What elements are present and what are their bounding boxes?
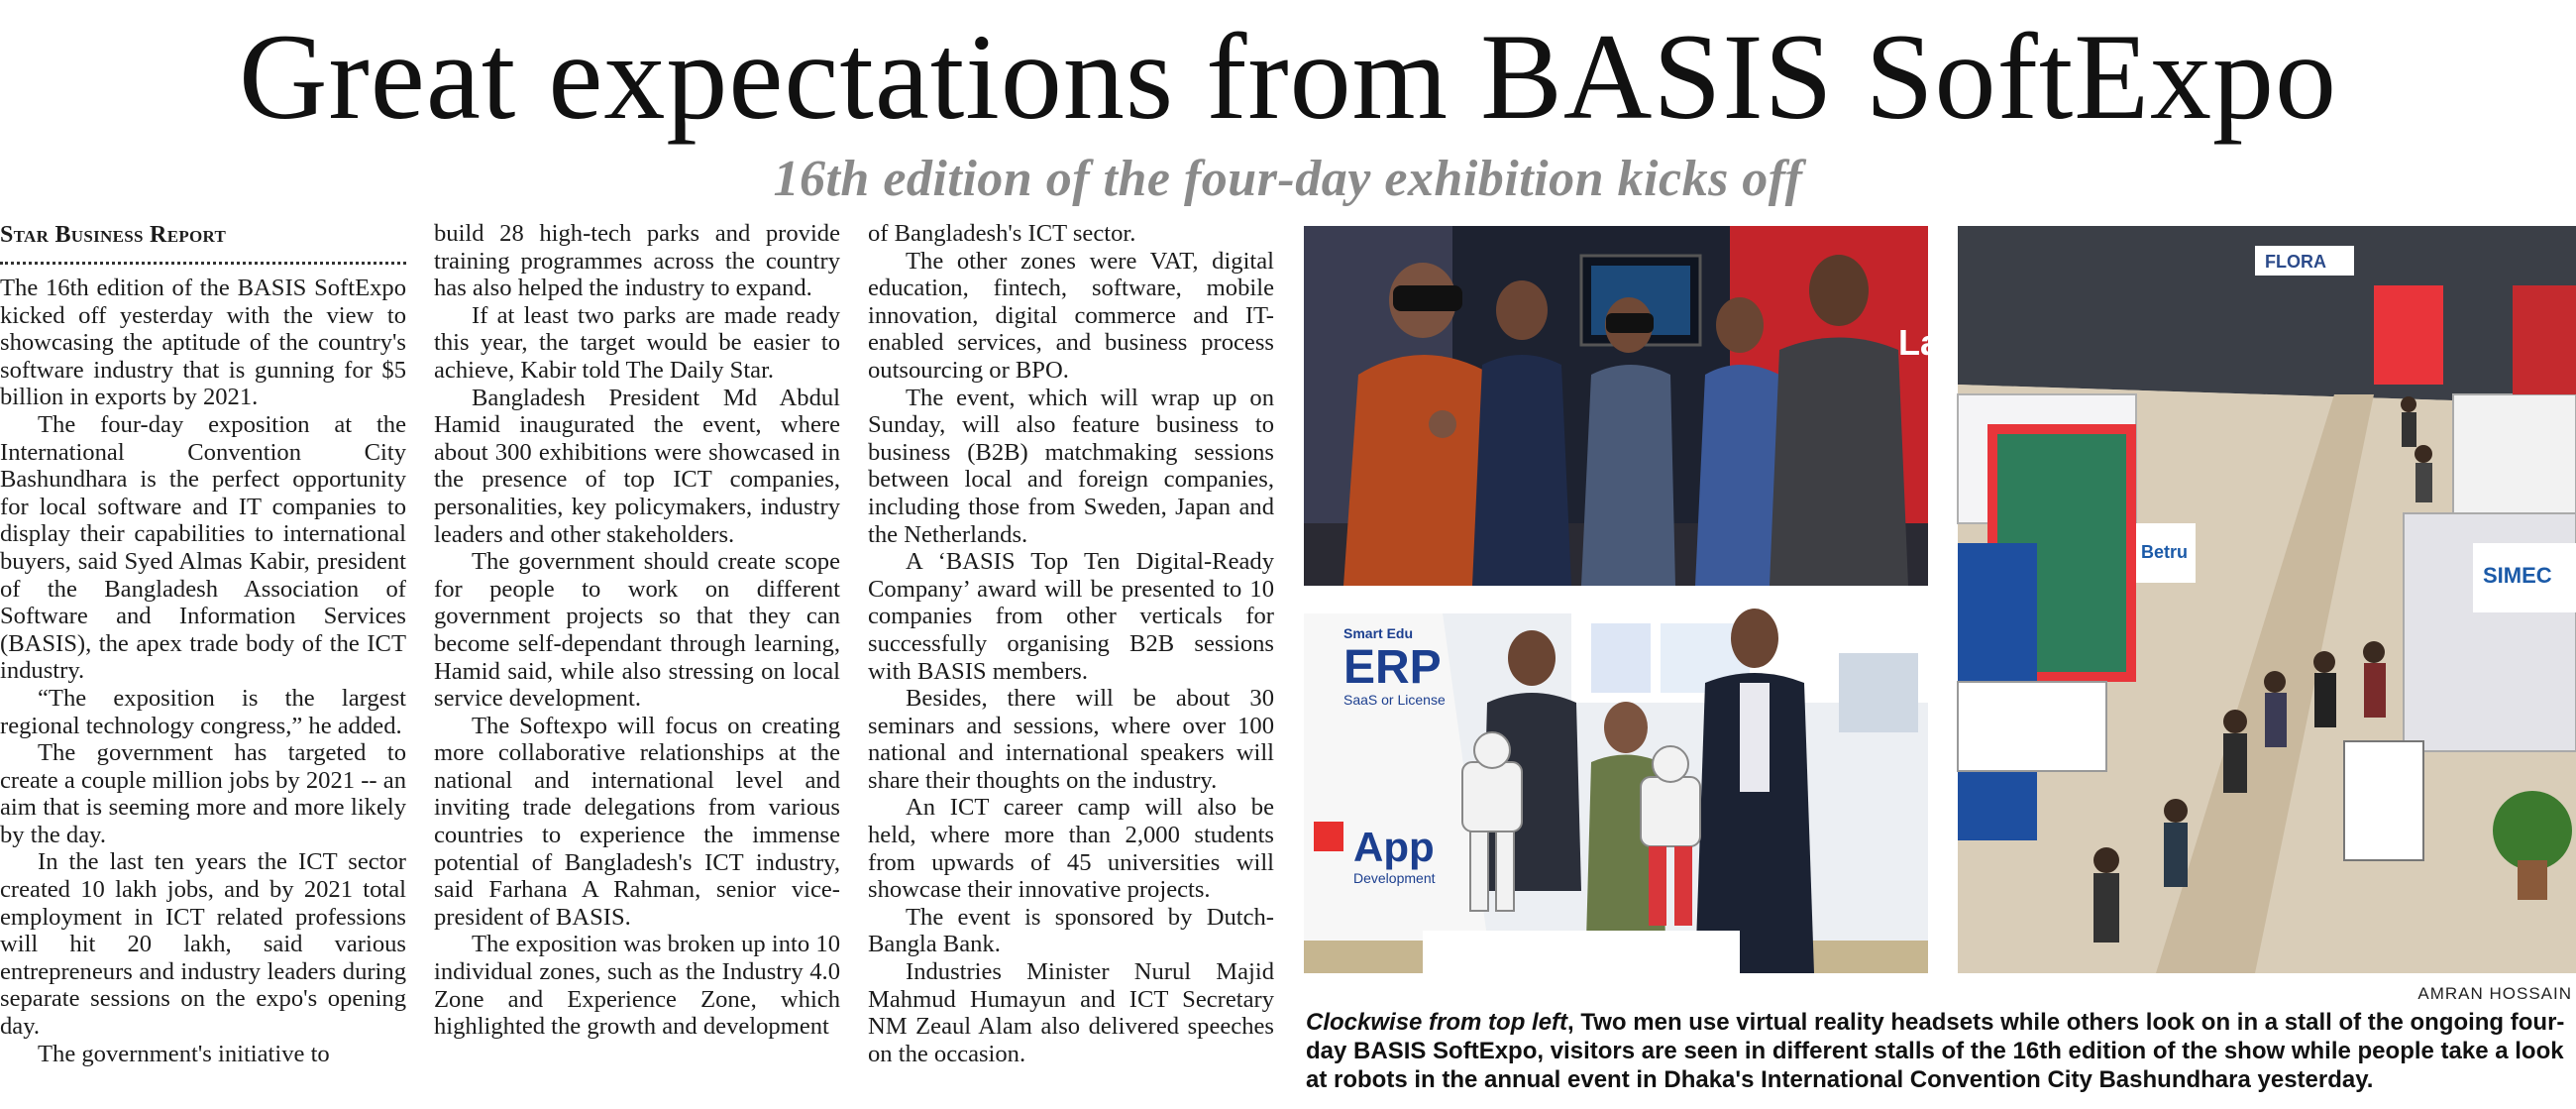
paragraph: The government should create scope for people to work on different government projects so that they can become self-dependant through learning, Hamid said, while also stressing on local service development. [434,548,840,713]
byline: Star Business Report [0,222,227,248]
paragraph: In the last ten years the ICT sector created 10 lakh jobs, and by 2021 total employment in ICT related professions will hit 20 lakh, said various entrepreneurs and industry leaders during separate sessions on the expo's opening day. [0,848,406,1041]
subheadline: 16th edition of the four-day exhibition kicks off [773,151,1803,207]
caption-lead: Clockwise from top left [1306,1009,1568,1036]
article-column-3 [868,220,1274,1067]
paragraph: The 16th edition of the BASIS SoftExpo kicked off yesterday with the view to showcasing the aptitude of the country's software industry that is gunning for $5 billion in exports by 2021. [0,275,406,411]
paragraph: Industries Minister Nurul Majid Mahmud Humayun and ICT Secretary NM Zeaul Alam also delivered speeches on the occasion. [868,958,1274,1067]
paragraph: The government's initiative to [38,1040,330,1067]
paragraph: The government has targeted to create a couple million jobs by 2021 -- an aim that is seeming more and more likely by the day. [0,739,406,848]
betru-sign: Betru [2141,542,2189,562]
photo-vr-headsets [1304,226,1941,586]
photo-exhibition-hall [1958,226,2576,973]
paragraph: The four-day exposition at the International Convention City Bashundhara is the perfect opportunity for local software and IT companies to display their capabilities to international buyers, said Syed Almas Kabir, president of the Bangladesh Association of Software and Information Services (BASIS), the apex trade body of the ICT industry. [0,410,406,685]
simec-sign: SIMEC [2483,563,2552,588]
paragraph: “The exposition is the largest regional technology congress,” he added. [0,684,406,739]
flora-sign: FLORA [2265,252,2326,272]
app-sign: App [1353,824,1435,870]
caption-text: , Two men use virtual reality headsets while others look on in a stall of the ongoing four-day BASIS SoftExpo, visitors are seen in different stalls of the 16th edition of the show while people take a look at robots in the annual event in Dhaka's International Convention City Bashundhara yesterday. [1306,1009,2565,1093]
photo-credit: AMRAN HOSSAIN [2417,984,2572,1003]
paragraph: Besides, there will be about 30 seminars and sessions, where over 100 national and international speakers will share their thoughts on the industry. [868,685,1274,794]
photo-caption [1306,1008,2574,1094]
paragraph: build 28 high-tech parks and provide training programmes across the country has also helped the industry to expand. [434,220,840,302]
paragraph: Bangladesh President Md Abdul Hamid inaugurated the event, where about 300 exhibitions were showcased in the presence of top ICT companies, personalities, key policymakers, industry leaders and other stakeholders. [434,384,840,548]
byline-divider [0,250,406,265]
hall-scene-illustration [1958,226,2576,973]
robots-scene-illustration [1304,613,1928,973]
paragraph: The other zones were VAT, digital education, fintech, software, mobile innovation, digital commerce and IT-enabled services, and business process outsourcing or BPO. [868,247,1274,384]
paragraph: The exposition was broken up into 10 individual zones, such as the Industry 4.0 Zone and Experience Zone, which highlighted the growth and development [434,931,840,1041]
erp-subsign: SaaS or License [1343,692,1446,708]
headline: Great expectations from BASIS SoftExpo [238,9,2338,145]
paragraph: The event, which will wrap up on Sunday, will also feature business to business (B2B) matchmaking sessions between local and foreign companies, including those from Sweden, Japan and the Netherlands. [868,384,1274,548]
paragraph: If at least two parks are made ready this year, the target would be easier to achieve, Kabir told The Daily Star. [434,301,840,384]
app-subsign: Development [1353,870,1436,886]
paragraph: The event is sponsored by Dutch-Bangla Bank. [868,903,1274,958]
brand-sign: Smart Edu [1343,625,1414,641]
paragraph: A ‘BASIS Top Ten Digital-Ready Company’ award will be presented to 10 companies from other verticals for successfully organising B2B sessions with BASIS members. [868,548,1274,685]
erp-sign: ERP [1343,641,1442,694]
article-column-1 [0,220,406,1067]
vr-scene-illustration [1304,226,1941,586]
photo-robots [1304,613,1928,973]
lab-sign: La [1898,322,1941,363]
paragraph: of Bangladesh's ICT sector. [868,220,1136,247]
paragraph: An ICT career camp will also be held, where more than 2,000 students from upwards of 45 universities will showcase their innovative projects. [868,794,1274,904]
paragraph: The Softexpo will focus on creating more collaborative relationships at the national and international level and inviting trade delegations from various countries to experience the immense potential of Bangladesh's ICT industry, said Farhana A Rahman, senior vice-president of BASIS. [434,712,840,931]
article-column-2 [434,220,840,1041]
